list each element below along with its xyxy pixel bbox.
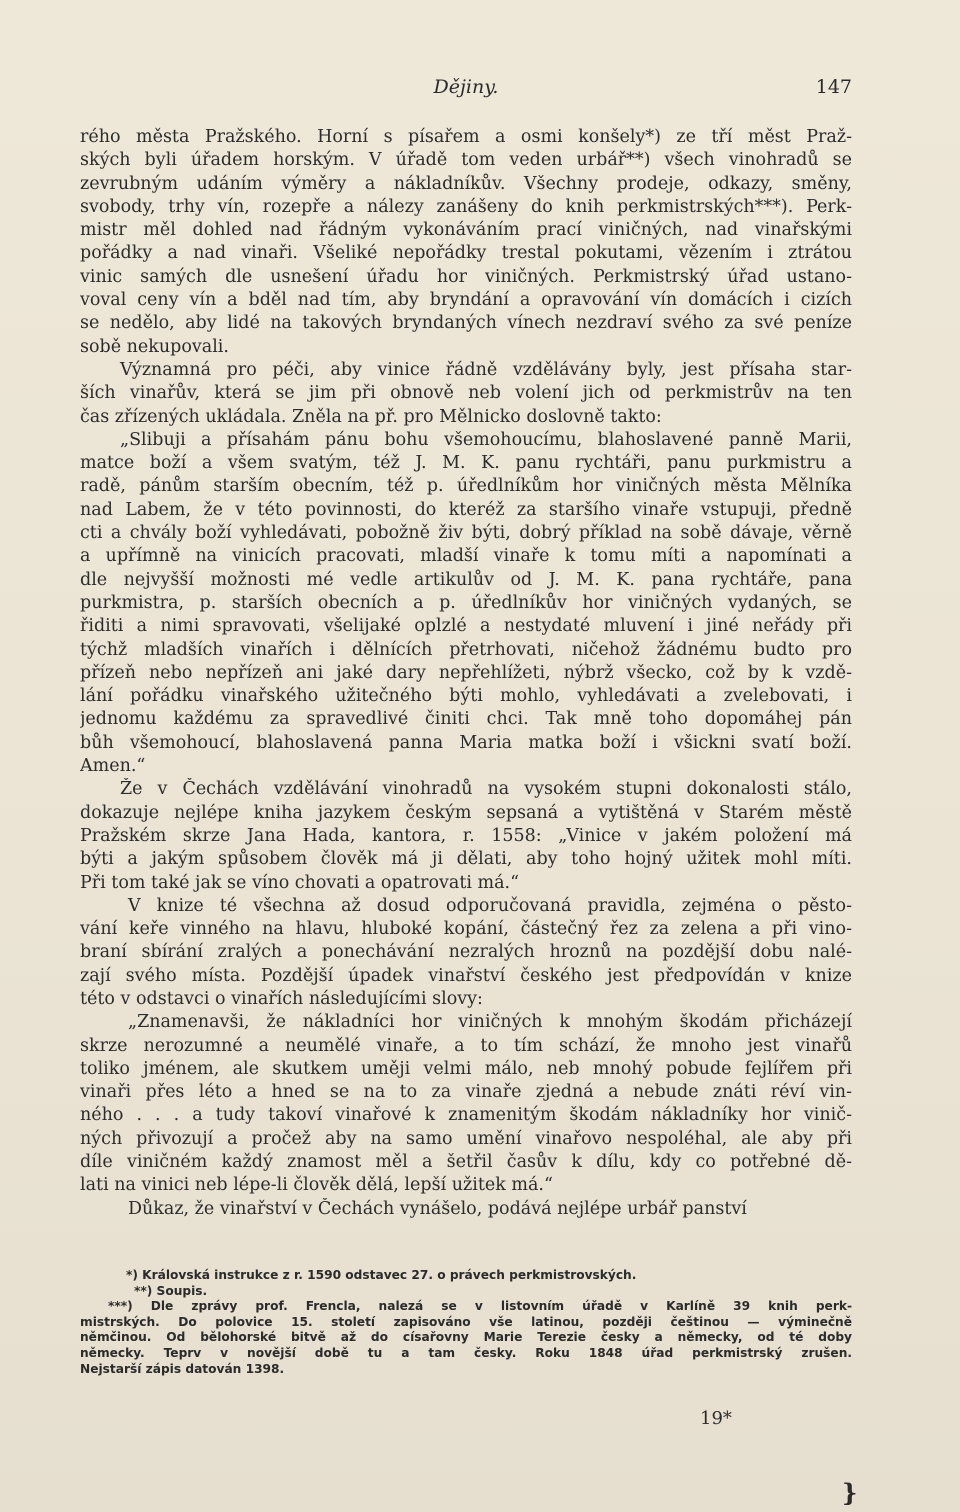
text-line: jednomu každému za spravedlivé činiti chci. Tak mně toho dopomáhej pán bbox=[80, 709, 852, 730]
text-line: ného . . . a tudy takoví vinařové k znamenitým škodám nákladníky hor vinič- bbox=[80, 1105, 852, 1126]
footnote-line: ***) Dle zprávy prof. Frencla, nalezá se v listovním úřadě v Karlíně 39 knih perk- bbox=[108, 1299, 852, 1314]
text-line: vinic samých dle usnešení úřadu hor viničných. Perkmistrský úřad ustano- bbox=[80, 266, 852, 287]
text-line: matce boží a všem svatým, též J. M. K. panu rychtáři, panu purkmistru a bbox=[80, 453, 852, 474]
signature-mark: 19* bbox=[700, 1408, 732, 1429]
text-line: ských byli úřadem horským. V úřadě tom veden urbář**) všech vinohradů se bbox=[80, 150, 852, 171]
text-line: přízeň nebo nepřízeň ani jaké dary nepřehlížeti, nýbrž všecko, což by k vzdě- bbox=[80, 662, 852, 683]
text-line: zevrubným udáním výměry a nákladníkův. Všechny prodeje, odkazy, směny, bbox=[80, 173, 852, 194]
footnote-line: německy. Teprv v novější době tu a tam česky. Roku 1848 úřad perkmistrský zrušen. bbox=[80, 1345, 852, 1360]
footnote-line: Nejstarší zápis datován 1398. bbox=[80, 1361, 285, 1376]
text-line: řiditi a nimi spravovati, všelijaké oplzlé a nestydaté mluvení i jiné neřády při bbox=[80, 616, 852, 637]
page-header bbox=[80, 76, 852, 104]
text-line: býti a jakým spůsobem člověk má ji dělati, aby toho hojný užitek mohl míti. bbox=[80, 849, 852, 870]
text-line: radě, pánům starším obecním, též p. úředlníkům hor viničných města Mělníka bbox=[80, 476, 852, 497]
text-line: Že v Čechách vzdělávání vinohradů na vysokém stupni dokonalosti stálo, bbox=[120, 779, 852, 800]
text-line: lati na vinici neb lépe-li člověk dělá, lepší užitek má.“ bbox=[80, 1175, 553, 1196]
text-line: svobody, trhy vín, rozepře a nálezy zanášeny do knih perkmistrských***). Perk- bbox=[80, 196, 852, 217]
footnote-line: mistrských. Do polovice 15. století zapisováno vše latinou, později češtinou — výminečně bbox=[80, 1314, 852, 1329]
text-line: skrze nerozumné a neumělé vinaře, a to tím schází, že mnoho jest vinařů bbox=[80, 1035, 852, 1056]
text-line: „Znamenavši, že nákladníci hor viničných k mnohým škodám přicházejí bbox=[128, 1012, 852, 1033]
corner-mark: } bbox=[842, 1478, 858, 1507]
text-line: „Slibuji a přísahám pánu bohu všemohoucímu, blahoslavené panně Marii, bbox=[120, 429, 852, 450]
text-line: rého města Pražského. Horní s písařem a osmi konšely*) ze tří měst Praž- bbox=[80, 127, 852, 147]
text-line: V knize té všechna až dosud odporučovaná pravidla, zejména o pěsto- bbox=[128, 895, 852, 916]
page-number: 147 bbox=[815, 76, 852, 98]
body-text bbox=[80, 126, 852, 1221]
text-line: braní sbírání zralých a ponechávání nezralých hroznů na pozdější dobu nalé- bbox=[80, 942, 852, 963]
text-line: nad Labem, že v této povinnosti, do kteréž za staršího vinaře vstupuji, předně bbox=[80, 499, 852, 520]
text-line: díle viničném každý znamost měl a šetřil časův k dílu, kdy co potřebné dě- bbox=[80, 1152, 852, 1173]
text-line: čas zřízených ukládala. Zněla na př. pro Mělnicko doslovně takto: bbox=[80, 406, 662, 427]
text-line: zají svého místa. Pozdější úpadek vinařství českého jest předpovídán v knize bbox=[80, 965, 852, 986]
footnote-line: němčinou. Od bělohorské bitvě až do císařovny Marie Terezie česky a německy, od té doby bbox=[80, 1330, 852, 1345]
text-line: dle nejvyšší možnosti mé vedle artikulův od J. M. K. pana rychtáře, pana bbox=[80, 569, 852, 590]
text-line: se nedělo, aby lidé na takových bryndaných vínech nezdraví svého za své peníze bbox=[80, 313, 852, 334]
text-line: cti a chvály boží vyhledávati, pobožně živ býti, dobrý příklad na sobě dávaje, věrně bbox=[80, 523, 852, 544]
text-line: ných přivozují a pročež aby na samo umění vinařovo nespoléhal, ale aby při bbox=[80, 1128, 852, 1149]
text-line: Důkaz, že vinařství v Čechách vynášelo, podává nejlépe urbář panství bbox=[128, 1198, 747, 1219]
text-line: lání pořádku vinařského užitečného býti mohlo, vyhledávati a zvelebovati, i bbox=[80, 686, 852, 707]
text-line: a upřímně na vinicích pracovati, mladší vinaře k tomu míti a napomínati a bbox=[80, 546, 852, 567]
text-line: toliko jménem, ale skutkem uměji velmi málo, neb mnohý pobude fejlířem při bbox=[80, 1058, 852, 1079]
text-line: Při tom také jak se víno chovati a opatrovati má.“ bbox=[80, 872, 520, 893]
text-line: vání keře vinného na hlavu, hluboké kopání, částečný řez za zelena a při vino- bbox=[80, 919, 852, 940]
text-line: dokazuje nejlépe kniha jazykem českým sepsaná a vytištěná v Starém městě bbox=[80, 802, 852, 823]
text-line: pořádky a nad vinaři. Všeliké nepořádky trestal pokutami, vězením i ztrátou bbox=[80, 243, 852, 264]
running-head: Dějiny. bbox=[433, 76, 499, 98]
text-line: mistr měl dohled nad řádným vykonáváním prací viničných, nad vinařskými bbox=[80, 220, 852, 241]
text-line: Pražském skrze Jana Hada, kantora, r. 1558: „Vinice v jakém položení má bbox=[80, 825, 852, 846]
text-line: voval ceny vín a bděl nad tím, aby bryndání a opravování vín domácích i cizích bbox=[80, 290, 852, 311]
footnotes bbox=[80, 1268, 852, 1377]
text-line: sobě nekupovali. bbox=[80, 336, 229, 357]
footnote-line: *) Královská instrukce z r. 1590 odstavec 27. o právech perkmistrovských. bbox=[126, 1268, 637, 1282]
footnote-line: **) Soupis. bbox=[134, 1283, 208, 1298]
text-line: vinaři přes léto a hned se na to za vinaře zjedná a nebude znáti réví vin- bbox=[80, 1082, 852, 1103]
text-line: ších vinařův, která se jim při obnově neb volení jich od perkmistrův na ten bbox=[80, 383, 852, 404]
text-line: týchž mladších vinařích i dělnících přetrhovati, ničehož žádnému budto pro bbox=[80, 639, 852, 660]
text-line: Amen.“ bbox=[80, 756, 146, 777]
text-line: této v odstavci o vinařích následujícími slovy: bbox=[80, 988, 483, 1009]
text-line: Významná pro péči, aby vinice řádně vzdělávány byly, jest přísaha star- bbox=[120, 359, 852, 380]
text-line: purkmistra, p. starších obecních a p. úředlníkův hor viničných vydaných, se bbox=[80, 592, 852, 613]
text-line: bůh všemohoucí, blahoslavená panna Maria matka boží i všickni svatí boží. bbox=[80, 732, 852, 753]
